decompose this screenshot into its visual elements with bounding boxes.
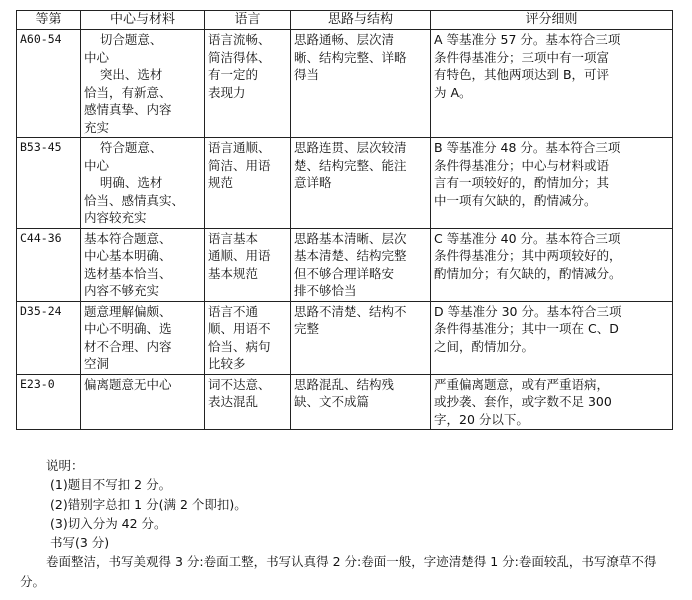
cell-line: 中心不明确、选	[84, 321, 172, 336]
grade-cell: E23-0	[17, 374, 81, 430]
note-item-2: (2)错别字总扣 1 分(满 2 个即扣)。	[50, 496, 247, 512]
cell-line: 词不达意、	[208, 376, 271, 392]
cell-line: 突出、选材	[84, 67, 163, 82]
cell-line: 之间，酌情加分。	[434, 338, 535, 354]
cell-line: 中一项有欠缺的，酌情减分。	[434, 192, 597, 208]
grade-cell: D35-24	[17, 301, 81, 374]
cell-line: 基本符合题意、	[84, 230, 172, 246]
cell-line: 意详略	[294, 175, 332, 190]
cell-line: 规范	[208, 175, 234, 190]
language-cell	[205, 374, 291, 430]
cell-line: 明确、选材	[84, 175, 163, 190]
cell-line: 条件得基准分；三项中有一项富	[434, 49, 610, 65]
cell-line: 或抄袭、套作，或字数不足 300	[434, 394, 612, 409]
rule-cell	[431, 30, 673, 138]
cell-line: 条件得基准分；中心与材料或语	[434, 157, 610, 173]
cell-line: 思路混乱、结构残	[294, 376, 395, 392]
cell-line: 中心	[84, 49, 110, 65]
cell-line: 内容较充实	[84, 210, 147, 225]
cell-line: 基本规范	[208, 265, 259, 281]
cell-line: 选材基本恰当、	[84, 265, 172, 281]
notes-title: 说明：	[46, 458, 84, 473]
structure-cell	[291, 30, 431, 138]
cell-line: 有特色，其他两项达到 B，可评	[434, 67, 610, 82]
cell-line: 晰、结构完整、详略	[294, 49, 407, 65]
content-material-cell	[81, 301, 205, 374]
cell-line: 条件得基准分；其中一项在 C、D	[434, 321, 619, 336]
cell-line: 思路基本清晰、层次	[294, 230, 407, 246]
header-grade: 等第	[17, 11, 81, 30]
cell-line: 空洞	[84, 356, 110, 371]
cell-line: 缺、文不成篇	[294, 394, 370, 409]
grade-cell: B53-45	[17, 138, 81, 229]
content-material-cell	[81, 374, 205, 430]
table-row	[17, 374, 673, 430]
cell-line: 言有一项较好的，酌情加分；其	[434, 175, 610, 190]
cell-line: A 等基准分 57 分。基本符合三项	[434, 32, 621, 47]
cell-line: C 等基准分 40 分。基本符合三项	[434, 230, 621, 246]
rule-cell	[431, 374, 673, 430]
cell-line: 恰当，有新意、	[84, 84, 172, 100]
header-structure: 思路与结构	[291, 11, 431, 30]
writing-title: 书写(3 分)	[50, 535, 110, 551]
language-cell	[205, 138, 291, 229]
content-material-cell	[81, 30, 205, 138]
cell-line: 字，20 分以下。	[434, 411, 529, 427]
cell-line: 思路通畅、层次清	[294, 32, 395, 47]
structure-cell	[291, 228, 431, 301]
cell-line: 基本清楚、结构完整	[294, 248, 407, 263]
grade-cell: A60-54	[17, 30, 81, 138]
cell-line: 题意理解偏颇、	[84, 303, 172, 319]
note-item-3: (3)切入分为 42 分。	[50, 515, 167, 531]
structure-cell	[291, 301, 431, 374]
cell-line: D 等基准分 30 分。基本符合三项	[434, 303, 622, 319]
cell-line: 严重偏离题意，或有严重语病，	[434, 376, 610, 392]
rule-cell	[431, 228, 673, 301]
scoring-table	[16, 10, 673, 430]
cell-line: 感情真挚、内容	[84, 102, 172, 117]
notes-section	[20, 456, 680, 591]
cell-line: 表达混乱	[208, 394, 259, 409]
cell-line: 楚、结构完整、能注	[294, 157, 407, 173]
cell-line: 顺、用语不	[208, 321, 271, 336]
cell-line: 得当	[294, 67, 320, 82]
writing-detail: 卷面整洁，书写美观得 3 分:卷面工整，书写认真得 2 分:卷面一般，字迹清楚得 1 分:卷面较乱，书写潦草不得分。	[20, 554, 657, 589]
cell-line: 恰当、感情真实、	[84, 192, 185, 208]
cell-line: 材不合理、内容	[84, 338, 172, 354]
structure-cell	[291, 138, 431, 229]
cell-line: 有一定的	[208, 67, 259, 82]
cell-line: 比较多	[208, 356, 246, 371]
language-cell	[205, 30, 291, 138]
cell-line: 简洁、用语	[208, 157, 271, 173]
cell-line: 酌情加分；有欠缺的，酌情减分。	[434, 265, 622, 281]
header-rules: 评分细则	[431, 11, 673, 30]
cell-line: 为 A。	[434, 84, 472, 100]
cell-line: 通顺、用语	[208, 248, 271, 263]
cell-line: 偏离题意无中心	[84, 376, 172, 392]
header-content-material: 中心与材料	[81, 11, 205, 30]
table-row	[17, 228, 673, 301]
language-cell	[205, 228, 291, 301]
table-header-row	[17, 11, 673, 30]
table-row	[17, 301, 673, 374]
cell-line: 中心	[84, 157, 110, 173]
cell-line: 切合题意、	[84, 32, 163, 47]
cell-line: 表现力	[208, 84, 246, 100]
table-row	[17, 138, 673, 229]
structure-cell	[291, 374, 431, 430]
cell-line: 完整	[294, 321, 320, 336]
cell-line: 但不够合理详略安	[294, 265, 395, 281]
note-item-1: (1)题目不写扣 2 分。	[50, 477, 172, 493]
cell-line: 语言流畅、	[208, 32, 271, 47]
cell-line: 恰当、病句	[208, 338, 271, 354]
header-language: 语言	[205, 11, 291, 30]
content-material-cell	[81, 228, 205, 301]
cell-line: 思路不清楚、结构不	[294, 303, 407, 319]
cell-line: 内容不够充实	[84, 283, 160, 298]
cell-line: B 等基准分 48 分。基本符合三项	[434, 140, 621, 155]
cell-line: 思路连贯、层次较清	[294, 140, 407, 155]
cell-line: 简洁得体、	[208, 49, 271, 65]
language-cell	[205, 301, 291, 374]
grade-cell: C44-36	[17, 228, 81, 301]
cell-line: 语言通顺、	[208, 140, 271, 155]
rule-cell	[431, 301, 673, 374]
cell-line: 排不够恰当	[294, 283, 357, 298]
cell-line: 中心基本明确、	[84, 248, 172, 263]
content-material-cell	[81, 138, 205, 229]
cell-line: 充实	[84, 119, 110, 135]
cell-line: 语言不通	[208, 303, 259, 319]
cell-line: 语言基本	[208, 230, 259, 246]
cell-line: 符合题意、	[84, 140, 163, 155]
cell-line: 条件得基准分；其中两项较好的，	[434, 248, 622, 263]
rule-cell	[431, 138, 673, 229]
table-row	[17, 30, 673, 138]
